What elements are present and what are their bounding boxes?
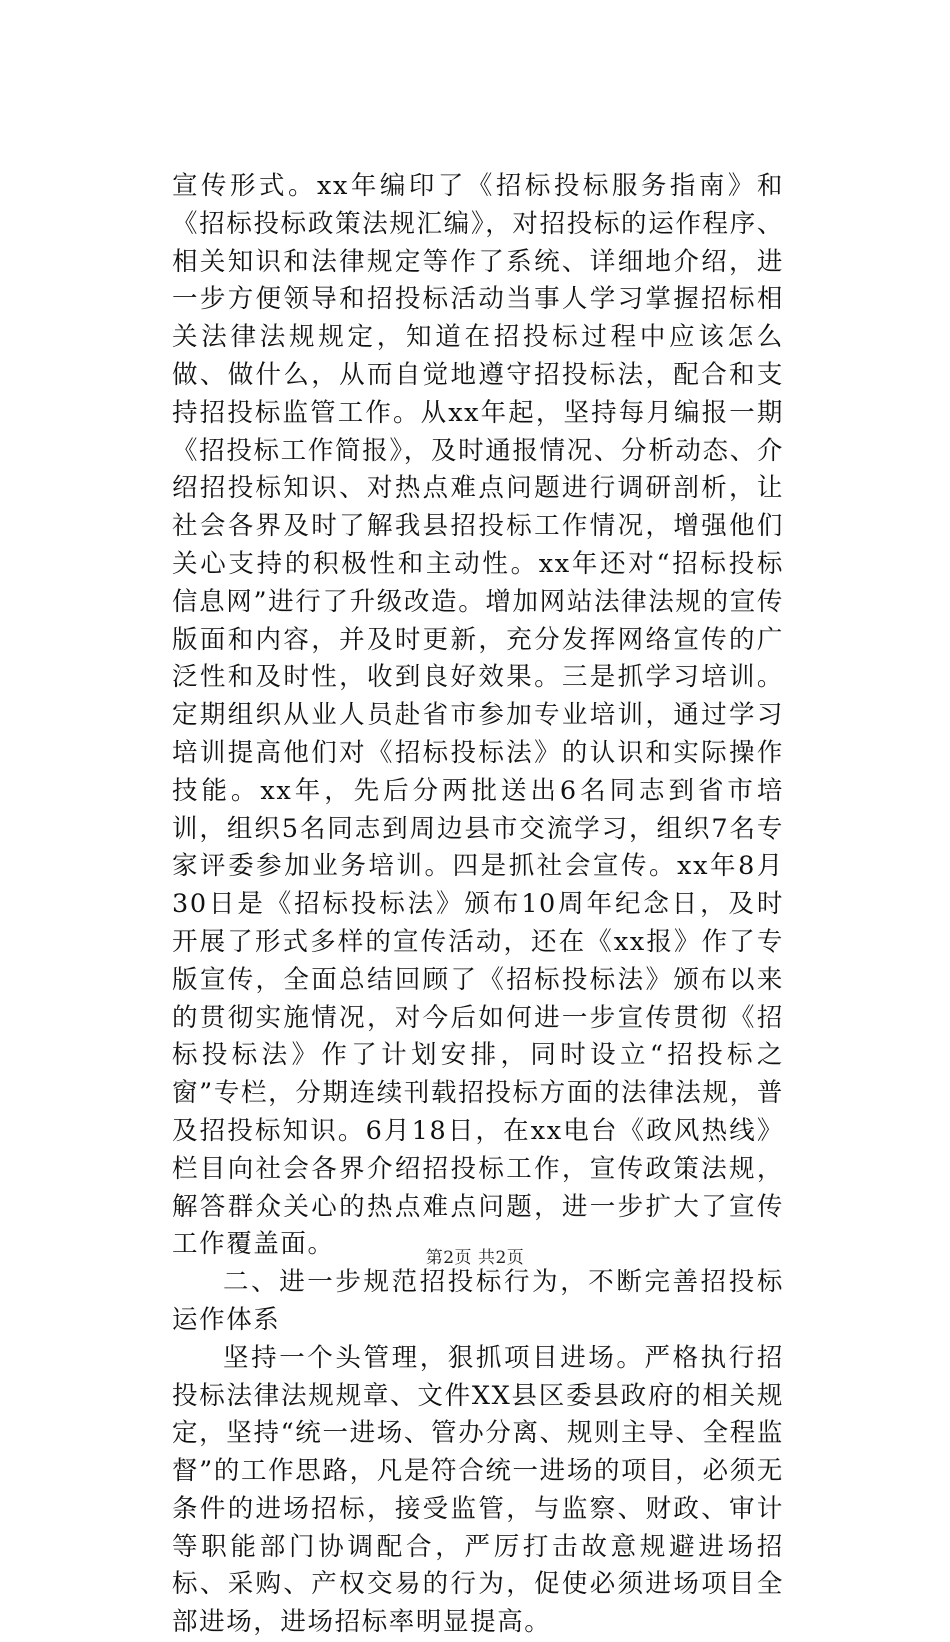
paragraph: 坚持一个头管理，狠抓项目进场。严格执行招投标法律法规规章、文件XX县区委县政府的相关规定，坚持“统一进场、管办分离、规则主导、全程监督”的工作思路，凡是符合统一进场的项目，必须无条件的进场招标，接受监管，与监察、财政、审计等职能部门协调配合，严厉打击故意规避进场招标、采购、产权交易的行为，促使必须进场项目全部进场，进场招标率明显提高。 [172, 1342, 784, 1638]
section-heading: 二、进一步规范招投标行为，不断完善招投标运作体系 [172, 1267, 784, 1335]
paragraph-continued: 宣传形式。xx年编印了《招标投标服务指南》和《招标投标政策法规汇编》，对招投标的运作程序、相关知识和法律规定等作了系统、详细地介绍，进一步方便领导和招投标活动当事人学习掌握招标相关法律法规规定，知道在招投标过程中应该怎么做、做什么，从而自觉地遵守招投标法，配合和支持招投标监管工作。从xx年起，坚持每月编报一期《招投标工作简报》，及时通报情况、分析动态、介绍招投标知识、对热点难点问题进行调研剖析，让社会各界及时了解我县招投标工作情况，增强他们关心支持的积极性和主动性。xx年还对“招标投标信息网”进行了升级改造。增加网站法律法规的宣传版面和内容，并及时更新，充分发挥网络宣传的广泛性和及时性，收到良好效果。三是抓学习培训。定期组织从业人员赴省市参加专业培训，通过学习培训提高他们对《招标投标法》的认识和实际操作技能。xx年，先后分两批送出6名同志到省市培训，组织5名同志到周边县市交流学习，组织7名专家评委参加业务培训。四是抓社会宣传。xx年8月30日是《招标投标法》颁布10周年纪念日，及时开展了形式多样的宣传活动，还在《xx报》作了专版宣传，全面总结回顾了《招标投标法》颁布以来的贯彻实施情况，对今后如何进一步宣传贯彻《招标投标法》作了计划安排，同时设立“招投标之窗”专栏，分期连续刊载招投标方面的法律法规，普及招投标知识。6月18日，在xx电台《政风热线》栏目向社会各界介绍招投标工作，宣传政策法规，解答群众关心的热点难点问题，进一步扩大了宣传工作覆盖面。 [172, 171, 784, 1260]
document-body [172, 168, 784, 1642]
page-footer: 第2页 共2页 [425, 1248, 525, 1268]
